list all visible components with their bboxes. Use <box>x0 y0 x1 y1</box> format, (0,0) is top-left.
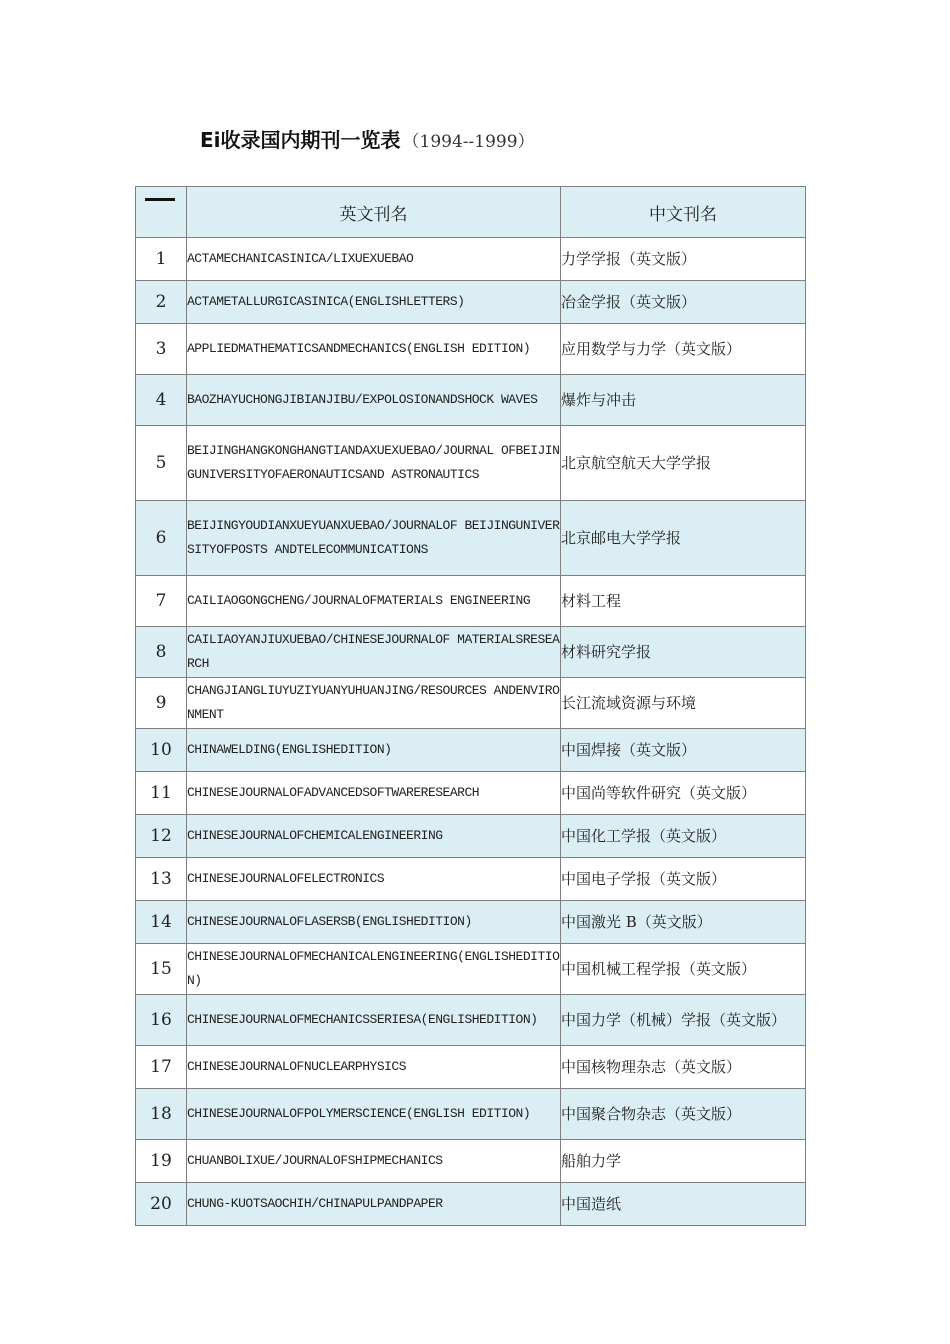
table-row <box>136 426 806 501</box>
chinese-journal-name: 应用数学与力学（英文版） <box>561 324 806 375</box>
english-journal-name: BEIJINGYOUDIANXUEYUANXUEBAO/JOURNALOF BEIJINGUNIVERSITYOFPOSTS ANDTELECOMMUNICATIONS <box>187 501 561 576</box>
row-number: 6 <box>136 501 187 576</box>
table-row <box>136 729 806 772</box>
title-years: （1994--1999） <box>402 132 535 152</box>
document-title <box>200 124 535 154</box>
row-number: 14 <box>136 901 187 944</box>
english-journal-name: CHINESEJOURNALOFMECHANICALENGINEERING(ENGLISHEDITION) <box>187 944 561 995</box>
chinese-journal-name: 中国焊接（英文版） <box>561 729 806 772</box>
row-number: 11 <box>136 772 187 815</box>
header-number-cell <box>136 187 187 238</box>
table-row <box>136 238 806 281</box>
english-journal-name: ACTAMECHANICASINICA/LIXUEXUEBAO <box>187 238 561 281</box>
chinese-journal-name: 北京航空航天大学学报 <box>561 426 806 501</box>
chinese-journal-name: 中国聚合物杂志（英文版） <box>561 1089 806 1140</box>
row-number: 1 <box>136 238 187 281</box>
table-header-row <box>136 187 806 238</box>
english-journal-name: ACTAMETALLURGICASINICA(ENGLISHLETTERS) <box>187 281 561 324</box>
english-journal-name: CHUANBOLIXUE/JOURNALOFSHIPMECHANICS <box>187 1140 561 1183</box>
table-row <box>136 501 806 576</box>
english-journal-name: CHINESEJOURNALOFNUCLEARPHYSICS <box>187 1046 561 1089</box>
english-journal-name: BAOZHAYUCHONGJIBIANJIBU/EXPOLOSIONANDSHOCK WAVES <box>187 375 561 426</box>
row-number: 2 <box>136 281 187 324</box>
chinese-journal-name: 中国电子学报（英文版） <box>561 858 806 901</box>
english-journal-name: CHANGJIANGLIUYUZIYUANYUHUANJING/RESOURCES ANDENVIRONMENT <box>187 678 561 729</box>
table-row <box>136 1183 806 1226</box>
table-row <box>136 901 806 944</box>
journal-rows <box>136 238 806 1226</box>
chinese-journal-name: 长江流域资源与环境 <box>561 678 806 729</box>
chinese-journal-name: 船舶力学 <box>561 1140 806 1183</box>
header-number-mark <box>145 198 175 201</box>
table-row <box>136 1140 806 1183</box>
chinese-journal-name: 爆炸与冲击 <box>561 375 806 426</box>
table-row <box>136 324 806 375</box>
table-row <box>136 678 806 729</box>
table-row <box>136 1089 806 1140</box>
table-row <box>136 281 806 324</box>
row-number: 17 <box>136 1046 187 1089</box>
english-journal-name: CHINESEJOURNALOFCHEMICALENGINEERING <box>187 815 561 858</box>
table-row <box>136 995 806 1046</box>
english-journal-name: CAILIAOYANJIUXUEBAO/CHINESEJOURNALOF MATERIALSRESEARCH <box>187 627 561 678</box>
chinese-journal-name: 中国尚等软件研究（英文版） <box>561 772 806 815</box>
table-row <box>136 576 806 627</box>
table-row <box>136 944 806 995</box>
english-journal-name: CHUNG-KUOTSAOCHIH/CHINAPULPANDPAPER <box>187 1183 561 1226</box>
chinese-journal-name: 力学学报（英文版） <box>561 238 806 281</box>
header-english-title: 英文刊名 <box>187 187 561 238</box>
row-number: 10 <box>136 729 187 772</box>
row-number: 5 <box>136 426 187 501</box>
table-row <box>136 772 806 815</box>
row-number: 15 <box>136 944 187 995</box>
row-number: 3 <box>136 324 187 375</box>
english-journal-name: CHINESEJOURNALOFPOLYMERSCIENCE(ENGLISH EDITION) <box>187 1089 561 1140</box>
chinese-journal-name: 中国造纸 <box>561 1183 806 1226</box>
chinese-journal-name: 中国机械工程学报（英文版） <box>561 944 806 995</box>
chinese-journal-name: 中国力学（机械）学报（英文版） <box>561 995 806 1046</box>
row-number: 12 <box>136 815 187 858</box>
chinese-journal-name: 中国激光 B（英文版） <box>561 901 806 944</box>
english-journal-name: CHINESEJOURNALOFLASERSB(ENGLISHEDITION) <box>187 901 561 944</box>
header-chinese-title: 中文刊名 <box>561 187 806 238</box>
english-journal-name: BEIJINGHANGKONGHANGTIANDAXUEXUEBAO/JOURNAL OFBEIJINGUNIVERSITYOFAERONAUTICSAND ASTRONAUTICS <box>187 426 561 501</box>
chinese-journal-name: 冶金学报（英文版） <box>561 281 806 324</box>
english-journal-name: CHINAWELDING(ENGLISHEDITION) <box>187 729 561 772</box>
chinese-journal-name: 中国核物理杂志（英文版） <box>561 1046 806 1089</box>
table-row <box>136 1046 806 1089</box>
table-row <box>136 375 806 426</box>
english-journal-name: APPLIEDMATHEMATICSANDMECHANICS(ENGLISH EDITION) <box>187 324 561 375</box>
row-number: 9 <box>136 678 187 729</box>
row-number: 20 <box>136 1183 187 1226</box>
row-number: 7 <box>136 576 187 627</box>
chinese-journal-name: 材料研究学报 <box>561 627 806 678</box>
english-journal-name: CHINESEJOURNALOFMECHANICSSERIESA(ENGLISHEDITION) <box>187 995 561 1046</box>
english-journal-name: CHINESEJOURNALOFADVANCEDSOFTWARERESEARCH <box>187 772 561 815</box>
table-row <box>136 627 806 678</box>
row-number: 16 <box>136 995 187 1046</box>
title-text: Ei收录国内期刊一览表 <box>200 128 401 152</box>
row-number: 19 <box>136 1140 187 1183</box>
journal-table <box>135 186 806 1226</box>
english-journal-name: CAILIAOGONGCHENG/JOURNALOFMATERIALS ENGINEERING <box>187 576 561 627</box>
row-number: 8 <box>136 627 187 678</box>
table-row <box>136 858 806 901</box>
chinese-journal-name: 北京邮电大学学报 <box>561 501 806 576</box>
english-journal-name: CHINESEJOURNALOFELECTRONICS <box>187 858 561 901</box>
row-number: 4 <box>136 375 187 426</box>
chinese-journal-name: 材料工程 <box>561 576 806 627</box>
chinese-journal-name: 中国化工学报（英文版） <box>561 815 806 858</box>
row-number: 13 <box>136 858 187 901</box>
row-number: 18 <box>136 1089 187 1140</box>
table-row <box>136 815 806 858</box>
